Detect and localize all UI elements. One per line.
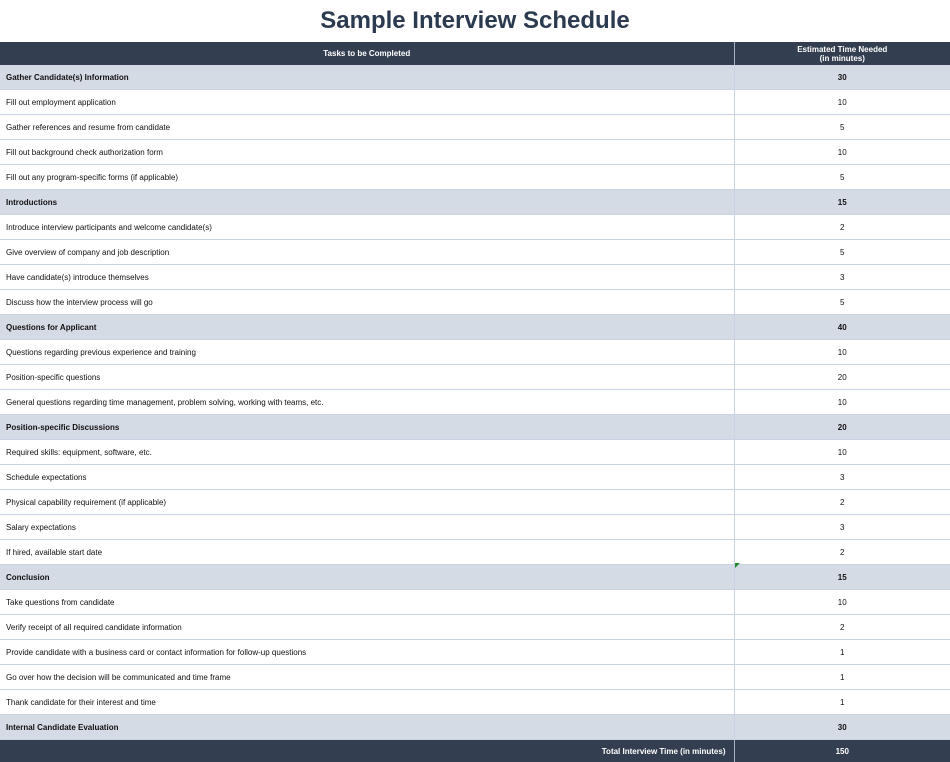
task-cell[interactable]: Position-specific Discussions [0,415,734,440]
page-title: Sample Interview Schedule [0,0,950,42]
task-cell[interactable]: Verify receipt of all required candidate information [0,615,734,640]
task-cell[interactable]: Fill out background check authorization form [0,140,734,165]
task-cell[interactable]: Discuss how the interview process will go [0,290,734,315]
interview-schedule-table [0,42,950,762]
section-row [0,315,950,340]
task-cell[interactable]: Give overview of company and job description [0,240,734,265]
time-cell[interactable]: 10 [734,340,950,365]
time-cell[interactable]: 10 [734,140,950,165]
table-row [0,140,950,165]
table-row [0,290,950,315]
table-row [0,515,950,540]
task-cell[interactable]: Questions regarding previous experience and training [0,340,734,365]
task-cell[interactable]: Have candidate(s) introduce themselves [0,265,734,290]
table-row [0,115,950,140]
time-cell[interactable]: 5 [734,115,950,140]
task-cell[interactable]: Physical capability requirement (if applicable) [0,490,734,515]
table-row [0,540,950,565]
table-row [0,665,950,690]
time-cell[interactable]: 40 [734,315,950,340]
task-cell[interactable]: Go over how the decision will be communicated and time frame [0,665,734,690]
task-cell[interactable]: General questions regarding time management, problem solving, working with teams, etc. [0,390,734,415]
time-cell[interactable]: 5 [734,165,950,190]
section-row [0,65,950,90]
task-cell[interactable]: Questions for Applicant [0,315,734,340]
task-cell[interactable]: Required skills: equipment, software, etc. [0,440,734,465]
table-row [0,615,950,640]
time-cell[interactable]: 20 [734,365,950,390]
table-row [0,90,950,115]
header-time-line1: Estimated Time Needed [797,45,887,54]
task-cell[interactable]: Thank candidate for their interest and time [0,690,734,715]
table-row [0,440,950,465]
table-row [0,590,950,615]
total-label: Total Interview Time (in minutes) [0,740,734,762]
time-cell[interactable]: 1 [734,640,950,665]
time-cell[interactable]: 15 [734,190,950,215]
table-row [0,365,950,390]
time-cell[interactable]: 3 [734,515,950,540]
time-cell[interactable]: 2 [734,540,950,565]
task-cell[interactable]: Fill out any program-specific forms (if applicable) [0,165,734,190]
time-cell[interactable]: 5 [734,240,950,265]
time-cell[interactable]: 30 [734,715,950,740]
task-cell[interactable]: Salary expectations [0,515,734,540]
task-cell[interactable]: If hired, available start date [0,540,734,565]
time-cell[interactable]: 2 [734,215,950,240]
task-cell[interactable]: Take questions from candidate [0,590,734,615]
time-cell[interactable]: 10 [734,440,950,465]
task-cell[interactable]: Conclusion [0,565,734,590]
time-cell[interactable]: 10 [734,390,950,415]
task-cell[interactable]: Introduce interview participants and welcome candidate(s) [0,215,734,240]
time-cell[interactable]: 3 [734,265,950,290]
header-time-line2: (in minutes) [820,54,865,63]
header-estimated-time [734,42,950,65]
time-cell[interactable]: 15 [734,565,950,590]
table-row [0,215,950,240]
table-row [0,165,950,190]
table-row [0,690,950,715]
table-row [0,340,950,365]
table-row [0,265,950,290]
time-cell[interactable]: 1 [734,690,950,715]
table-row [0,390,950,415]
table-row [0,490,950,515]
table-row [0,240,950,265]
header-row [0,42,950,65]
time-cell[interactable]: 30 [734,65,950,90]
task-cell[interactable]: Gather Candidate(s) Information [0,65,734,90]
task-cell[interactable]: Schedule expectations [0,465,734,490]
time-cell[interactable]: 10 [734,90,950,115]
task-cell[interactable]: Position-specific questions [0,365,734,390]
task-cell[interactable]: Fill out employment application [0,90,734,115]
time-cell[interactable]: 1 [734,665,950,690]
time-cell[interactable]: 2 [734,490,950,515]
section-row [0,190,950,215]
cell-comment-marker [735,563,740,568]
table-row [0,465,950,490]
time-cell[interactable]: 3 [734,465,950,490]
task-cell[interactable]: Internal Candidate Evaluation [0,715,734,740]
section-row [0,565,950,590]
total-value: 150 [734,740,950,762]
section-row [0,415,950,440]
time-cell[interactable]: 5 [734,290,950,315]
table-row [0,640,950,665]
time-cell[interactable]: 20 [734,415,950,440]
table-body [0,65,950,740]
task-cell[interactable]: Gather references and resume from candidate [0,115,734,140]
header-tasks: Tasks to be Completed [0,42,734,65]
time-cell[interactable]: 2 [734,615,950,640]
section-row [0,715,950,740]
task-cell[interactable]: Provide candidate with a business card or contact information for follow-up questions [0,640,734,665]
time-cell[interactable]: 10 [734,590,950,615]
task-cell[interactable]: Introductions [0,190,734,215]
